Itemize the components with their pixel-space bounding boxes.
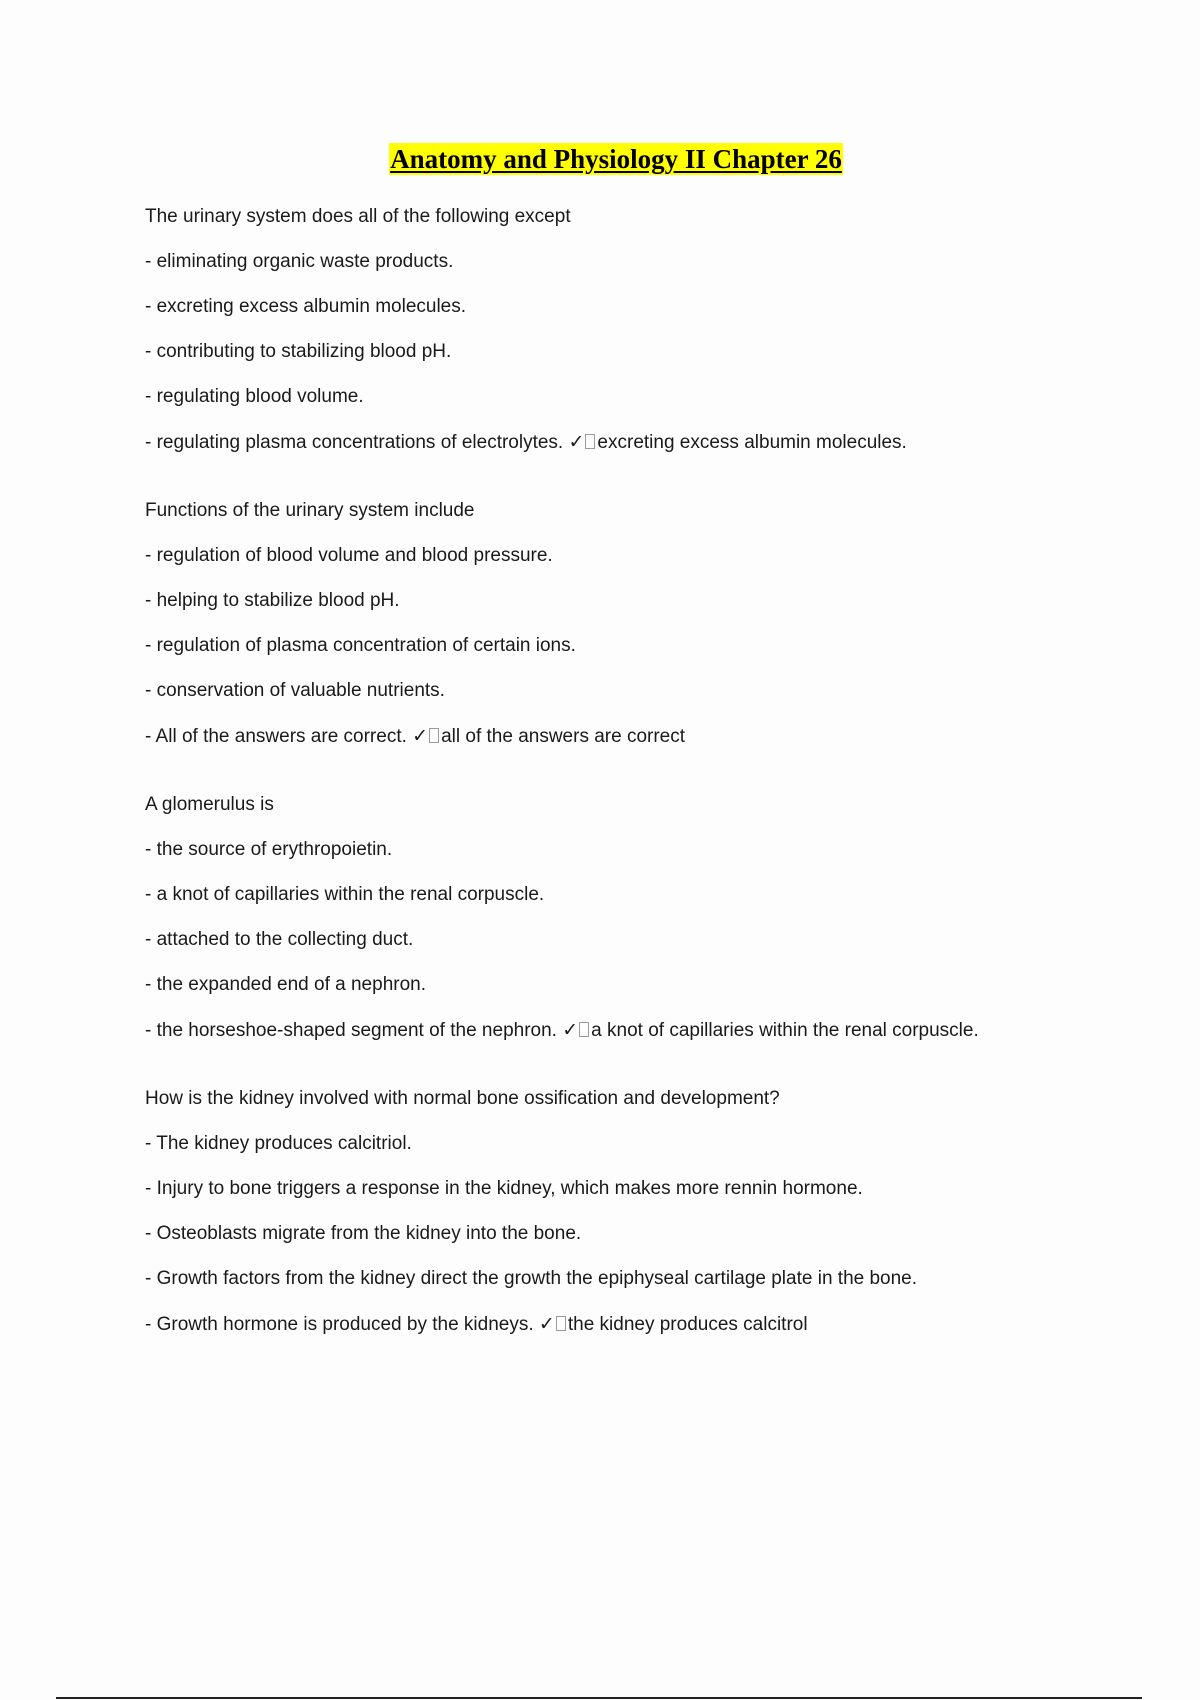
answer-option: - Growth factors from the kidney direct the growth the epiphyseal cartilage plate in the bone. (145, 1268, 918, 1289)
correct-answer: the kidney produces calcitrol (567, 1314, 808, 1335)
question-block (145, 499, 1145, 748)
answer-option-with-key (145, 724, 1145, 748)
checkmark-icon: ✓ (562, 1019, 579, 1041)
question-block (145, 205, 1145, 454)
checkmark-icon: ✓ (568, 431, 585, 453)
checkmark-icon: ✓ (538, 1313, 555, 1335)
correct-answer: all of the answers are correct (441, 726, 686, 747)
answer-option: - Injury to bone triggers a response in the kidney, which makes more rennin hormone. (145, 1178, 863, 1199)
answer-option: - the source of erythropoietin. (145, 839, 393, 860)
question-prompt: A glomerulus is (145, 794, 274, 815)
answer-option: - helping to stabilize blood pH. (145, 590, 400, 611)
answer-option: - regulation of plasma concentration of certain ions. (145, 635, 576, 656)
checkbox-glyph-icon (579, 1022, 589, 1037)
answer-option: - conservation of valuable nutrients. (145, 680, 445, 701)
question-list (145, 205, 1145, 1381)
answer-option: - Osteoblasts migrate from the kidney into the bone. (145, 1223, 582, 1244)
question-prompt: The urinary system does all of the following except (145, 206, 571, 227)
answer-option: - the horseshoe-shaped segment of the nephron. (145, 1020, 557, 1041)
answer-option: - attached to the collecting duct. (145, 929, 414, 950)
title-container (0, 143, 1200, 175)
question-block (145, 793, 1145, 1042)
answer-option-with-key (145, 1018, 1145, 1042)
answer-option: - regulating blood volume. (145, 386, 364, 407)
answer-option: - The kidney produces calcitriol. (145, 1133, 412, 1154)
answer-option: - excreting excess albumin molecules. (145, 296, 467, 317)
answer-option: - regulating plasma concentrations of electrolytes. (145, 432, 564, 453)
checkbox-glyph-icon (556, 1316, 566, 1331)
checkbox-glyph-icon (585, 434, 595, 449)
answer-option: - regulation of blood volume and blood pressure. (145, 545, 553, 566)
correct-answer: a knot of capillaries within the renal corpuscle. (591, 1020, 979, 1041)
question-prompt: How is the kidney involved with normal bone ossification and development? (145, 1088, 780, 1109)
answer-option: - All of the answers are correct. (145, 726, 407, 747)
answer-option-with-key (145, 430, 1145, 454)
answer-option: - the expanded end of a nephron. (145, 974, 427, 995)
answer-option: - Growth hormone is produced by the kidneys. (145, 1314, 534, 1335)
answer-option: - eliminating organic waste products. (145, 251, 454, 272)
question-prompt: Functions of the urinary system include (145, 500, 475, 521)
answer-option-with-key (145, 1312, 1145, 1336)
page-title: Anatomy and Physiology II Chapter 26 (390, 144, 842, 174)
correct-answer: excreting excess albumin molecules. (597, 432, 907, 453)
answer-option: - a knot of capillaries within the renal corpuscle. (145, 884, 545, 905)
checkbox-glyph-icon (429, 728, 439, 743)
page-bottom-divider (56, 1697, 1142, 1699)
answer-option: - contributing to stabilizing blood pH. (145, 341, 452, 362)
question-block (145, 1087, 1145, 1336)
checkmark-icon: ✓ (412, 725, 429, 747)
